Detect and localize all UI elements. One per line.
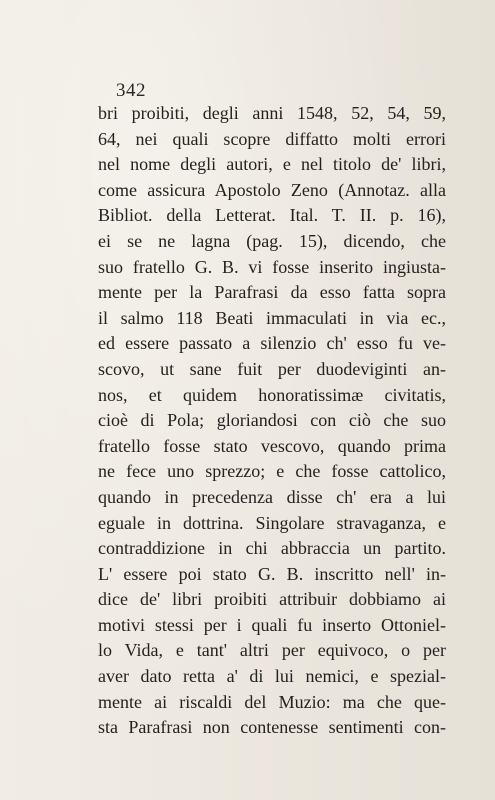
text-line: il salmo 118 Beati immaculati in via ec., <box>98 307 446 328</box>
text-line: nos, et quidem honoratissimæ civitatis, <box>98 384 446 405</box>
text-line: 64, nei quali scopre diffatto molti errori <box>98 128 446 149</box>
text-line: scovo, ut sane fuit per duodeviginti an- <box>98 358 446 379</box>
text-line: aver dato retta a' di lui nemici, e spezial- <box>98 666 446 687</box>
text-line: mente per la Parafrasi da esso fatta sopra <box>98 282 446 303</box>
text-line: ed essere passato a silenzio ch' esso fu ve- <box>98 333 446 354</box>
body-text <box>98 101 446 741</box>
text-line: sta Parafrasi non contenesse sentimenti con- <box>98 717 446 738</box>
text-line: fratello fosse stato vescovo, quando prima <box>98 435 446 456</box>
text-line: quando in precedenza disse ch' era a lui <box>98 486 446 507</box>
text-line: nel nome degli autori, e nel titolo de' libri, <box>98 154 446 175</box>
text-line: dice de' libri proibiti attribuir dobbiamo ai <box>98 589 446 610</box>
text-line: mente ai riscaldi del Muzio: ma che que- <box>98 691 446 712</box>
text-line: eguale in dottrina. Singolare stravaganza, e <box>98 512 446 533</box>
text-line: Bibliot. della Letterat. Ital. T. II. p. 16), <box>98 205 446 226</box>
text-line: lo Vida, e tant' altri per equivoco, o per <box>98 640 446 661</box>
text-line: cioè di Pola; gloriandosi con ciò che suo <box>98 410 446 431</box>
text-line: ei se ne lagna (pag. 15), dicendo, che <box>98 230 446 251</box>
text-line: bri proibiti, degli anni 1548, 52, 54, 59, <box>98 103 446 123</box>
text-line: motivi stessi per i quali fu inserto Ottoniel- <box>98 614 446 635</box>
text-line: L' essere poi stato G. B. inscritto nell' in- <box>98 563 446 584</box>
text-line: come assicura Apostolo Zeno (Annotaz. alla <box>98 179 446 200</box>
text-line: ne fece uno sprezzo; e che fosse cattolico, <box>98 461 446 482</box>
text-line: contraddizione in chi abbraccia un partito. <box>98 538 446 559</box>
page-number: 342 <box>116 80 146 101</box>
text-line: suo fratello G. B. vi fosse inserito ingiusta- <box>98 256 446 277</box>
